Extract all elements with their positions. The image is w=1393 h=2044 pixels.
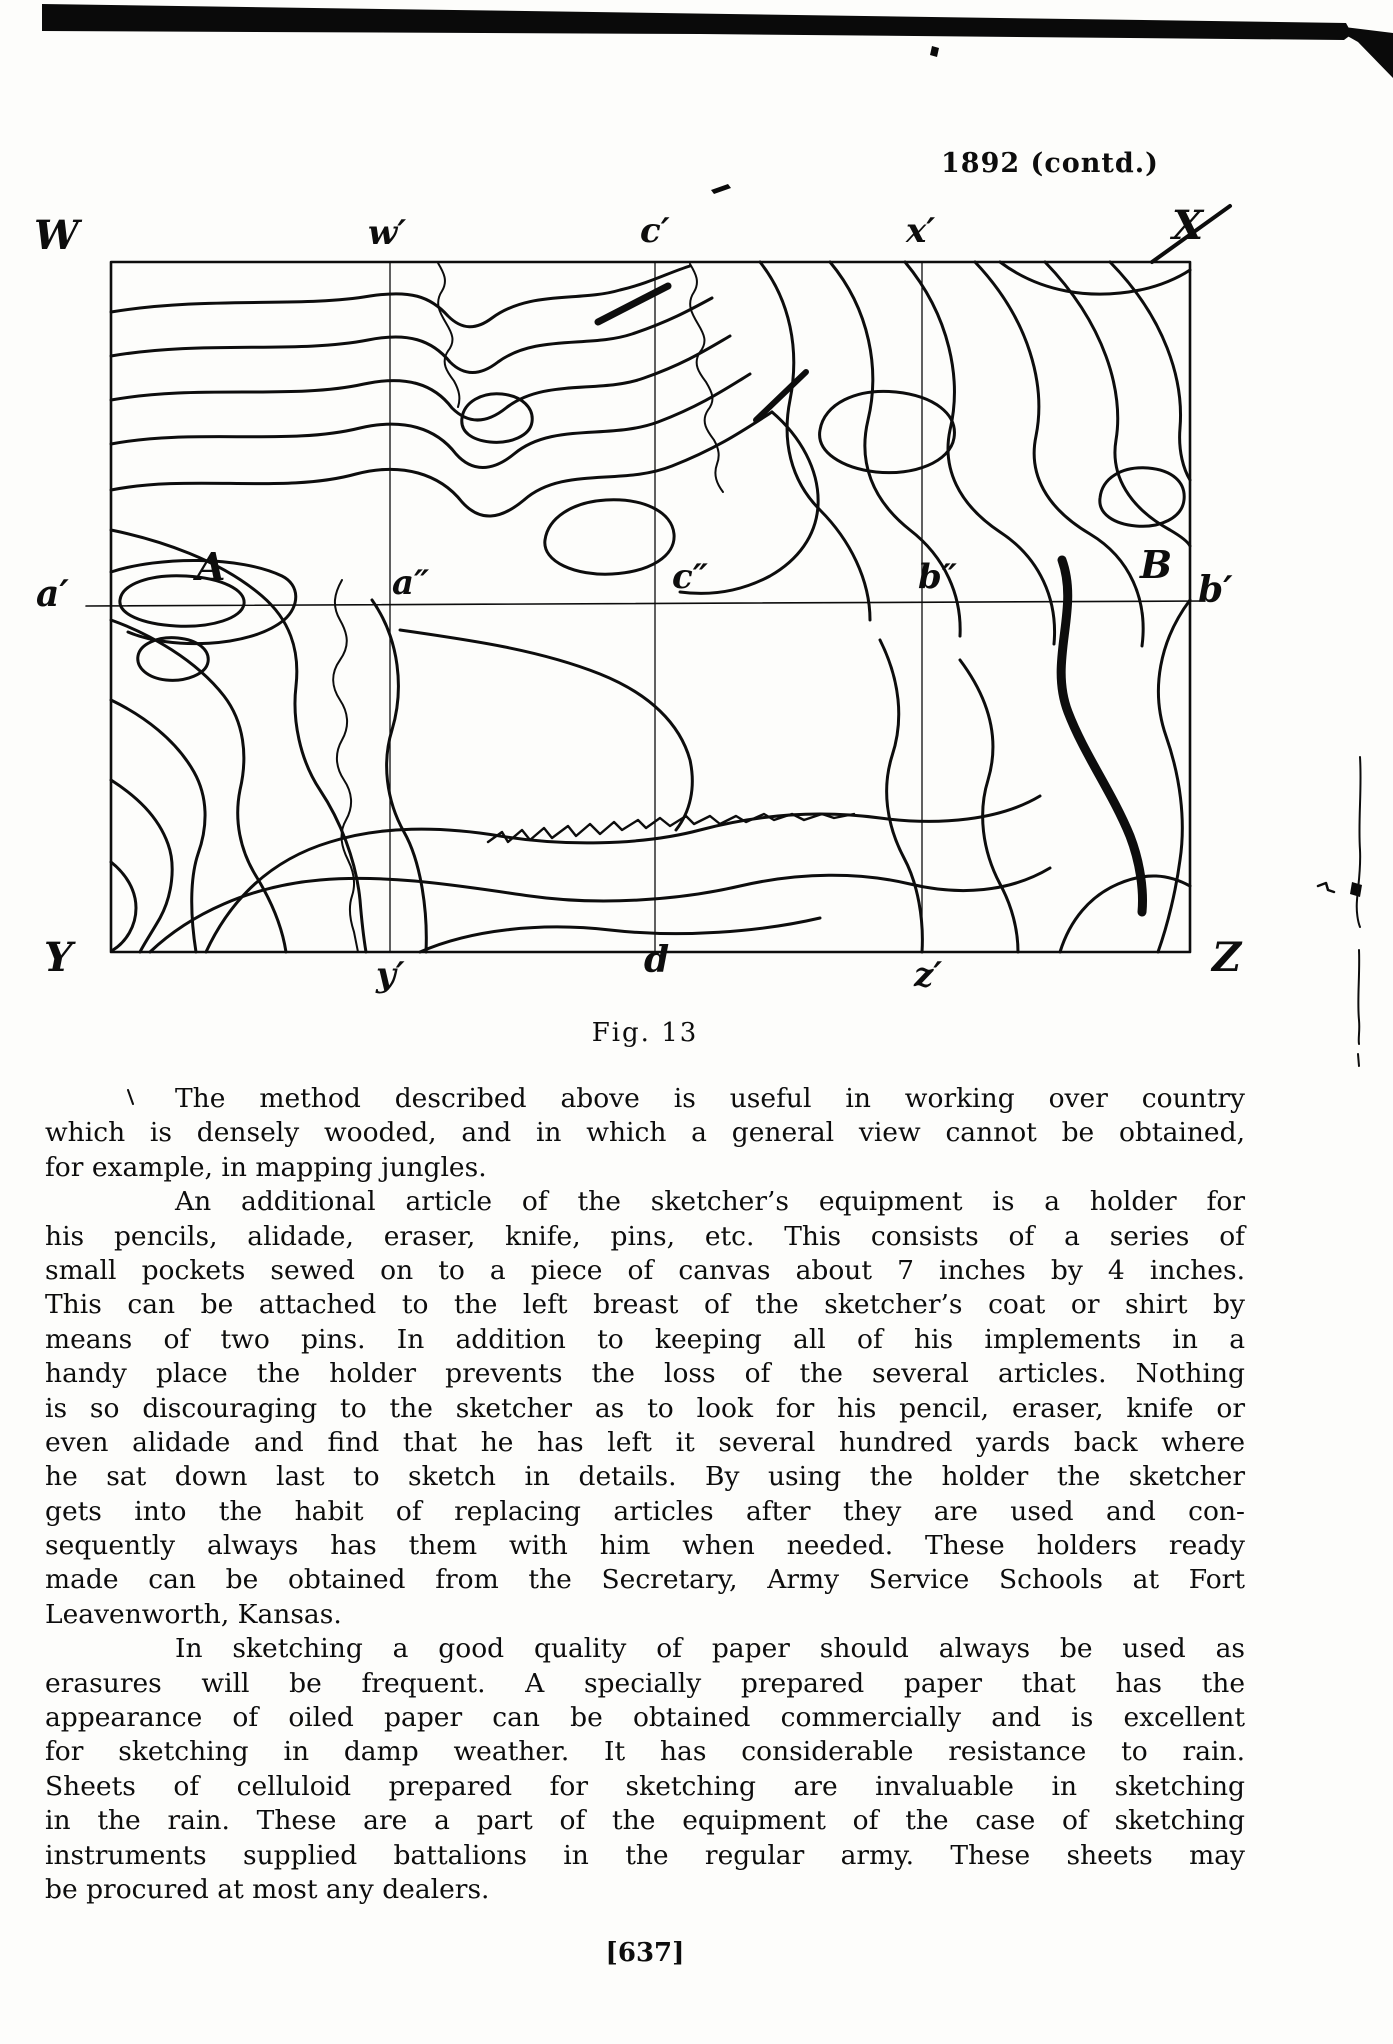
map-label-c-prime: c′ bbox=[640, 211, 670, 251]
figure-caption: Fig. 13 bbox=[591, 1018, 699, 1048]
map-label-W: W bbox=[34, 212, 79, 259]
map-label-c-dblprime: c″ bbox=[672, 557, 708, 597]
page-number: [637] bbox=[605, 1938, 685, 1968]
text-line: The method described above is useful in working over country bbox=[175, 1083, 1245, 1114]
text-line: appearance of oiled paper can be obtained commercially and is excellent bbox=[45, 1702, 1245, 1734]
text-line: which is densely wooded, and in which a general view cannot be obtained, bbox=[45, 1117, 1245, 1149]
text-line: erasures will be frequent. A specially prepared paper that has the bbox=[45, 1667, 1245, 1699]
text-line: This can be attached to the left breast of the sketcher’s coat or shirt by bbox=[45, 1289, 1245, 1321]
text-line: he sat down last to sketch in details. By using the holder the sketcher bbox=[45, 1461, 1245, 1493]
map-label-z-prime: z′ bbox=[914, 955, 943, 995]
map-label-Z: Z bbox=[1212, 934, 1242, 981]
map-label-b-dblprime: b″ bbox=[918, 557, 957, 597]
map-label-A: A bbox=[196, 544, 226, 589]
map-label-B: B bbox=[1140, 542, 1173, 587]
body-text bbox=[45, 1082, 1245, 1907]
text-line: for example, in mapping jungles. bbox=[45, 1151, 487, 1183]
map-label-a-dblprime: a″ bbox=[392, 563, 430, 603]
text-line: his pencils, alidade, eraser, knife, pins, etc. This consists of a series of bbox=[45, 1220, 1245, 1252]
map-label-X: X bbox=[1172, 202, 1204, 249]
map-label-d: d bbox=[644, 939, 670, 981]
contour-closed-loops bbox=[111, 391, 1184, 680]
map-label-a-prime: a′ bbox=[36, 573, 69, 615]
map-label-Y: Y bbox=[44, 934, 73, 981]
text-line: for sketching in damp weather. It has considerable resistance to rain. bbox=[45, 1736, 1245, 1768]
text-line: be procured at most any dealers. bbox=[45, 1873, 490, 1905]
map-label-w-prime: w′ bbox=[368, 213, 407, 253]
text-line: Sheets of celluloid prepared for sketching are invaluable in sketching bbox=[45, 1770, 1245, 1802]
text-line: An additional article of the sketcher’s equipment is a holder for bbox=[175, 1186, 1245, 1218]
text-line: made can be obtained from the Secretary, Army Service Schools at Fort bbox=[45, 1564, 1245, 1596]
text-line: In sketching a good quality of paper should always be used as bbox=[175, 1633, 1245, 1665]
page-header-date: 1892 (contd.) bbox=[941, 148, 1159, 179]
map-midline bbox=[86, 601, 1205, 606]
stream-lines bbox=[333, 263, 723, 952]
map-gridlines bbox=[390, 262, 922, 952]
contour-lines-bottom bbox=[150, 630, 1050, 952]
text-line: handy place the holder prevents the loss of the several articles. Nothing bbox=[45, 1358, 1245, 1390]
text-line: sequently always has them with him when needed. These holders ready bbox=[45, 1530, 1245, 1562]
text-line: Leavenworth, Kansas. bbox=[45, 1598, 342, 1630]
text-line: in the rain. These are a part of the equipment of the case of sketching bbox=[45, 1805, 1245, 1837]
map-label-x-prime: x′ bbox=[906, 211, 936, 251]
text-line: instruments supplied battalions in the regular army. These sheets may bbox=[45, 1839, 1245, 1871]
text-line: small pockets sewed on to a piece of canvas about 7 inches by 4 inches. bbox=[45, 1254, 1245, 1286]
map-label-y-prime: y′ bbox=[376, 955, 405, 995]
text-line: even alidade and find that he has left it several hundred yards back where bbox=[45, 1426, 1245, 1458]
text-line: gets into the habit of replacing articles after they are used and con- bbox=[45, 1495, 1245, 1527]
contour-map bbox=[86, 202, 1230, 952]
text-line: is so discouraging to the sketcher as to look for his pencil, eraser, knife or bbox=[45, 1392, 1245, 1424]
contour-lines-upper bbox=[111, 266, 772, 516]
map-label-b-prime: b′ bbox=[1198, 569, 1233, 611]
text-line: means of two pins. In addition to keeping all of his implements in a bbox=[45, 1323, 1245, 1355]
